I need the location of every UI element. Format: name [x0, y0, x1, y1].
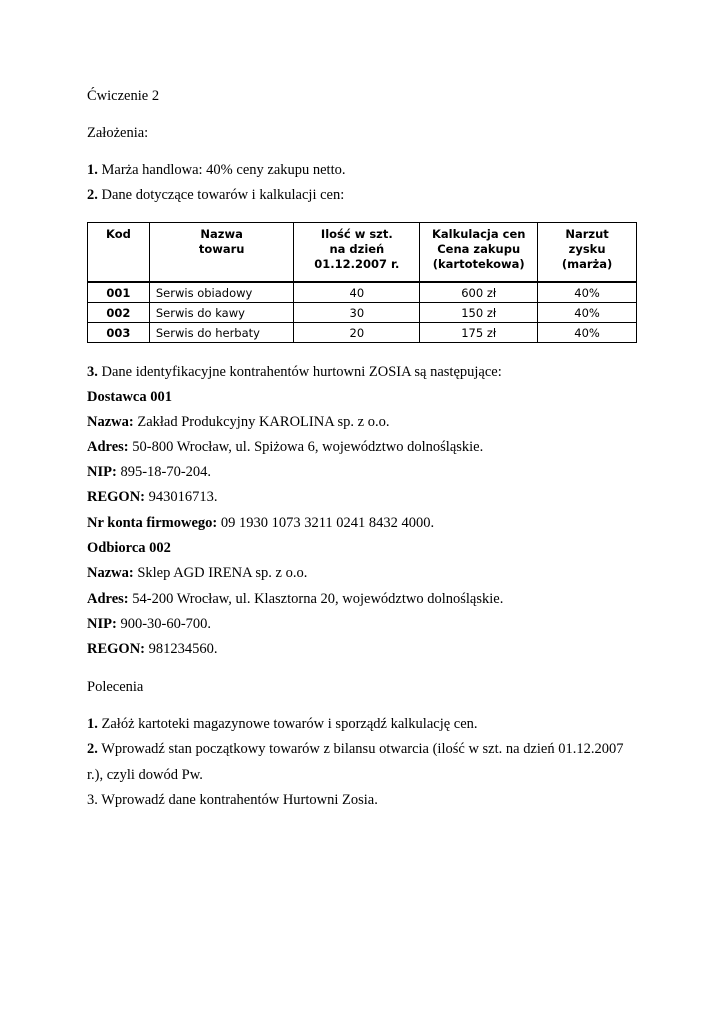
cell-nazwa: Serwis do kawy: [149, 303, 294, 323]
cell-cena: 600 zł: [420, 282, 538, 303]
header-kalkulacja: Kalkulacja cen Cena zakupu (kartotekowa): [420, 223, 538, 283]
assumption-3: [87, 363, 502, 381]
goods-table: [87, 222, 637, 343]
recipient-nip: NIP: 900-30-60-700.: [87, 616, 212, 632]
item-number: 2.: [87, 187, 98, 203]
assumption-2: [87, 186, 344, 204]
task-2-continued: r.), czyli dowód Pw.: [87, 767, 203, 783]
recipient-heading: Odbiorca 002: [87, 540, 171, 556]
item-number: 3.: [87, 364, 98, 380]
tasks-heading: Polecenia: [87, 679, 144, 695]
recipient-regon: REGON: 981234560.: [87, 641, 218, 657]
header-ilosc: Ilość w szt. na dzień 01.12.2007 r.: [294, 223, 420, 283]
header-nazwa: Nazwa towaru: [149, 223, 294, 283]
cell-narzut: 40%: [538, 282, 637, 303]
item-text: Marża handlowa: 40% ceny zakupu netto.: [97, 162, 346, 178]
supplier-account: Nr konta firmowego: 09 1930 1073 3211 0241 8432 4000.: [87, 515, 435, 531]
cell-kod: 003: [88, 323, 150, 343]
assumptions-heading: Założenia:: [87, 125, 149, 141]
cell-kod: 001: [88, 282, 150, 303]
table-row: [88, 282, 637, 303]
item-number: 1.: [87, 716, 98, 732]
exercise-title: Ćwiczenie 2: [87, 88, 160, 104]
task-2: [87, 740, 624, 758]
cell-narzut: 40%: [538, 323, 637, 343]
supplier-nip: NIP: 895-18-70-204.: [87, 464, 212, 480]
cell-ilosc: 30: [294, 303, 420, 323]
supplier-heading: Dostawca 001: [87, 389, 172, 405]
cell-nazwa: Serwis do herbaty: [149, 323, 294, 343]
supplier-regon: REGON: 943016713.: [87, 489, 218, 505]
cell-nazwa: Serwis obiadowy: [149, 282, 294, 303]
task-1: [87, 715, 478, 733]
recipient-address: Adres: 54-200 Wrocław, ul. Klasztorna 20, województwo dolnośląskie.: [87, 591, 504, 607]
cell-cena: 150 zł: [420, 303, 538, 323]
header-narzut: Narzut zysku (marża): [538, 223, 637, 283]
item-number: 1.: [87, 162, 98, 178]
item-text: Załóż kartoteki magazynowe towarów i sporządź kalkulację cen.: [97, 716, 478, 732]
item-number: 2.: [87, 741, 98, 757]
table-row: [88, 323, 637, 343]
item-text: Dane identyfikacyjne kontrahentów hurtowni ZOSIA są następujące:: [97, 364, 502, 380]
cell-kod: 002: [88, 303, 150, 323]
supplier-address: Adres: 50-800 Wrocław, ul. Spiżowa 6, województwo dolnośląskie.: [87, 439, 484, 455]
recipient-name: Nazwa: Sklep AGD IRENA sp. z o.o.: [87, 565, 308, 581]
header-kod: Kod: [88, 223, 150, 283]
cell-ilosc: 40: [294, 282, 420, 303]
assumption-1: [87, 161, 346, 179]
cell-cena: 175 zł: [420, 323, 538, 343]
item-text: Dane dotyczące towarów i kalkulacji cen:: [97, 187, 345, 203]
cell-ilosc: 20: [294, 323, 420, 343]
task-3: 3. Wprowadź dane kontrahentów Hurtowni Zosia.: [87, 792, 378, 808]
cell-narzut: 40%: [538, 303, 637, 323]
table-row: [88, 303, 637, 323]
supplier-name: Nazwa: Zakład Produkcyjny KAROLINA sp. z o.o.: [87, 414, 390, 430]
item-text: Wprowadź stan początkowy towarów z bilansu otwarcia (ilość w szt. na dzień 01.12.2007: [97, 741, 624, 757]
